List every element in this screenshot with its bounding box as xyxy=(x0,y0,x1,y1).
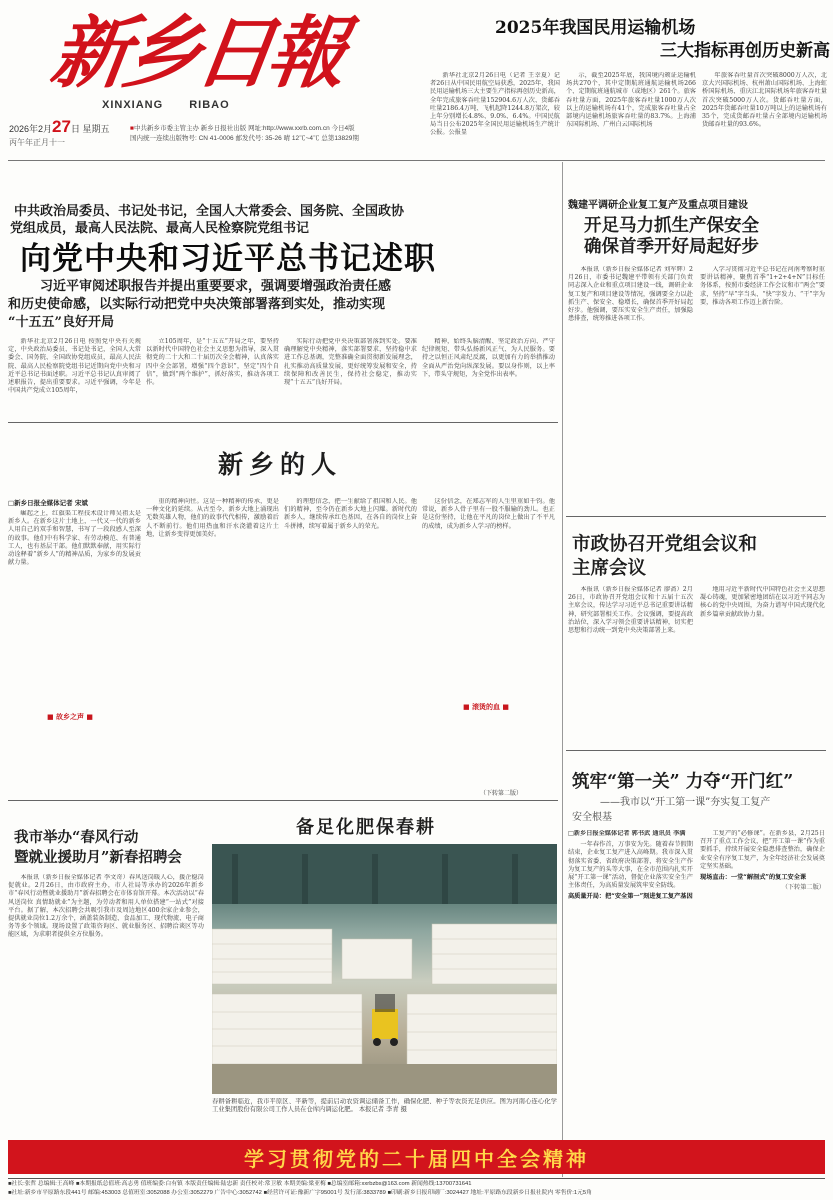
job-fair-headline-1: 我市举办“春风行动 xyxy=(14,829,139,846)
lead-kicker-2: 党组成员，最高人民法院、最高人民检察院党组书记 xyxy=(10,221,310,236)
top-story-headline-1: 2025年我国民用运输机场 xyxy=(495,18,696,38)
masthead-date: 2026年2月27日 星期五 丙午年正月十一 xyxy=(9,117,110,147)
footer-line-1: ■社长:张哲 总编辑:王高峰 ■本期报纸总值班:高志勇 值班编委:白有镇 本版责任编辑:陆忠新 责任校对:常卫敏 本期美编:梁亚梅 ■总编室邮箱:xxrbzbs@163.com 新闻热线:13700731641 xyxy=(8,1181,472,1187)
top-story-col-3: 年旅客吞吐量首次突破8000万人次，北京大兴国际机场、杭州萧山国际机场、上海虹桥国际机场、重庆江北国际机场年旅客吞吐量首次突破5000万人次。货邮吞吐量方面，2025年货邮吞吐量10万吨以上的运输机场有35个，完成货邮吞吐量占全部境内运输机场货邮吞吐量的93.6%。 xyxy=(702,72,827,129)
right1-headline-2: 确保首季开好局起好步 xyxy=(584,237,759,257)
lead-kicker-1: 中共政治局委员、书记处书记，全国人大常委会、国务院、全国政协 xyxy=(14,204,405,219)
job-fair-body: 本报讯（新乡日报全媒体记者 李文奇）春风送岗暖人心，援企稳岗促就业。2月26日，由市政府主办，市人社局等承办的2026年新乡市“春风行动暨就业援助月”新春招聘会在市体育馆开幕。本次活动以“春风送岗位 真情助就业”为主题，为劳动者和用人单位搭建“一站式”对接平台。据了解，本次招聘会共吸引我市及周边地区400余家企业参会，提供就业岗位1.2万余个，涵盖装备制造、食品加工、现代物流、电子商务等多个领域。现场设置了政策咨询区、就业服务区、招聘洽谈区等功能区域，为求职者提供全方位服务。 xyxy=(8,874,204,939)
feature-subhead-1: ■ 故乡之声 ■ xyxy=(46,712,94,721)
right3-subline-1: ——我市以“开工第一课”夯实复工复产 xyxy=(600,797,771,808)
warehouse-graphic xyxy=(212,844,557,1094)
lower-section-rule xyxy=(8,800,558,801)
feature-continue: （下转第二版） xyxy=(480,790,523,797)
feature-col-4: 这份信念，在郑志军的人生里重如千钧。他常说，新乡人骨子里有一股不服输的劲儿。也正是这份坚持，让他在平凡的岗位上做出了不平凡的成绩，成为新乡人学习的榜样。 xyxy=(422,498,555,530)
lead-headline: 向党中央和习近平总书记述职 xyxy=(20,241,436,277)
footer-line-2: ■社址:新乡市平原路东段441号 邮编:453003 总值班室:3052088 办公室:3052279 广告中心:3052742 ■经营许可证:豫新广字95001号 发行部:3833789 ■印刷:新乡日报印刷厂:3024427 地址:平原路东段新乡日报社院内 零售价:1元5角 xyxy=(8,1190,592,1196)
slogan-banner-text: 学习贯彻党的二十届四中全会精神 xyxy=(244,1146,589,1171)
column-divider xyxy=(562,162,563,1177)
feature-col-1: 崛起之上，红旗渠工程技术设计师吴祖太是新乡人。在新乡这片土地上，一代又一代的新乡人用自己的双手和智慧，书写了一段段感人至深的故事。他们中有科学家、有劳动模范、有普通工人，也有基层干部。他们默默奉献，用实际行动诠释着“新乡人”的精神品质，为家乡的发展贡献力量。 xyxy=(8,510,141,567)
right1-kicker: 魏建平调研企业复工复产及重点项目建设 xyxy=(568,200,748,211)
photo-caption: 春耕备耕临近，我市平原区、平新等，提前启动农资调运储备工作，确保化肥、种子等农资充足供应。图为河南心连心化学工业集团股份有限公司工作人员在仓库内调运化肥。 本报记者 李青 摄 xyxy=(212,1098,557,1114)
slogan-banner-box xyxy=(8,1140,825,1174)
lead-subhead-1: 习近平审阅述职报告并提出重要要求，强调要增强政治责任感 xyxy=(40,279,392,294)
right3-headline: 筑牢“第一关” 力夺“开门红” xyxy=(572,772,794,792)
lead-subhead-3: “十五五”良好开局 xyxy=(8,315,114,330)
right2-col-1: 本报讯（新乡日报全媒体记者 廖斋）2月26日，市政协召开党组会议和十五届十五次主席会议，传达学习习近平总书记重要讲话精神，研究部署相关工作。会议强调，要提高政治站位，深入学习领会重要讲话精神，切实把思想和行动统一到党中央决策部署上来。 xyxy=(568,586,693,635)
feature-title: 新乡的人 xyxy=(217,450,342,479)
right1-headline-1: 开足马力抓生产保安全 xyxy=(584,216,759,236)
masthead-pinyin: XINXIANG RIBAO xyxy=(102,99,230,111)
right1-col-1: 本报讯（新乡日报全媒体记者 刘军辉）2月26日，市委书记魏建平带领有关部门负责同志深入企业和重点项目建设一线，调研企业复工复产和项目建设等情况，强调要全力以赴抓生产、保安全、稳增长，确保首季开好局起好步。他强调，要压实安全生产责任，加强隐患排查，统筹推进各项工作。 xyxy=(568,266,693,323)
right1-col-2: 入学习贯彻习近平总书记在河南考察时重要讲话精神，聚焦首季“1+2+4+N”目标任务体系，按照市委经济工作会议和市“两会”要求，坚持“早”字当头、“快”字发力、“干”字为要，推动各项工作迈上新台阶。 xyxy=(700,266,825,306)
right-divider-1 xyxy=(566,516,826,517)
masthead-info: ■中共新乡市委主管主办 新乡日报社出版 网址:http://www.xxrb.com.cn 今日4版 国内统一连续出版物号: CN 41-0006 邮发代号: 35-26 晴 12℃~4℃ 总第13829期 xyxy=(130,125,359,142)
footer-rule xyxy=(8,1178,825,1179)
top-story-col-2: 示，截至2025年底，我国境内颁证运输机场共270个，其中定期航班通航运输机场266个、定期航班通航城市（或地区）261个。旅客吞吐量方面，2025年旅客吞吐量1000万人次以上的运输机场有41个，完成旅客吞吐量占全部境内运输机场旅客吞吐量的83.7%。上海浦东国际机场、广州白云国际机场 xyxy=(566,72,696,129)
feature-col-2: 重的精神向往。这是一种精神的传承，更是一种文化的延续。从古至今，新乡大地上涌现出无数英雄人物，他们的故事代代相传，激励着后人不断前行。他们用热血和汗水浇灌着这片土地，让新乡变得更加美好。 xyxy=(146,498,279,538)
masthead-logo xyxy=(45,4,347,112)
right3-subline-2: 安全根基 xyxy=(572,812,612,823)
lead-col-4: 精神，始终头脑清醒、坚定政治方向、严守纪律规矩、带头弘扬新风正气、为人民服务。要持之以恒正风肃纪反腐，以更加有力的举措推动全面从严治党向纵深发展。要以身作则，以上率下，带头守规矩，为全党作出表率。 xyxy=(422,338,555,378)
right3-col-2: 工复产的“必修课”。在新乡县，2月25日召开了重点工作会议，把“开工第一课”作为重要抓手，持续开展安全隐患排查整治，确保企业安全有序复工复产，为全年经济社会发展奠定坚实基础。 现场直击：一堂“解剖式”的复工安全课 （下转第二版） xyxy=(700,830,825,892)
top-story-headline-2: 三大指标再创历史新高 xyxy=(660,41,830,61)
right2-headline-1: 市政协召开党组会议和 xyxy=(572,534,758,555)
feature-byline: □新乡日报全媒体记者 宋斌 xyxy=(8,499,88,507)
right2-headline-2: 主席会议 xyxy=(572,558,647,579)
photo-title: 备足化肥保春耕 xyxy=(296,817,436,838)
job-fair-headline-2: 暨就业援助月”新春招聘会 xyxy=(14,849,182,866)
masthead-title: 新乡日報 xyxy=(45,8,347,99)
feature-subhead-2: ■ 滚烫的血 ■ xyxy=(462,702,510,711)
right-divider-2 xyxy=(566,750,826,751)
fertilizer-photo xyxy=(212,844,557,1094)
lead-col-3: 实际行动把党中央决策部署落到实处。要准确理解党中央精神，落实部署要求，坚持稳中求进工作总基调，完整准确全面贯彻新发展理念，扎实推动高质量发展，更好统筹发展和安全，持续保障和改善民生，保持社会稳定，推动实现“十五五”良好开局。 xyxy=(284,338,417,387)
feature-top-rule xyxy=(8,422,558,423)
masthead-divider xyxy=(8,160,825,161)
feature-col-3: 的理想信念，把一生献给了祖国和人民。他们的精神，至今仍在新乡大地上闪耀。新时代的新乡人，继续传承红色基因，在各自的岗位上奋斗拼搏，续写着属于新乡人的荣光。 xyxy=(284,498,417,530)
lead-subhead-2: 和历史使命感，以实际行动把党中央决策部署落到实处，推动实现 xyxy=(8,297,386,312)
right2-col-2: 地用习近平新时代中国特色社会主义思想凝心铸魂，更加紧密地团结在以习近平同志为核心的党中央周围，为奋力谱写中国式现代化新乡篇章贡献政协力量。 xyxy=(700,586,825,618)
lead-col-2: 立105周年，是“十五五”开局之年，要坚持以新时代中国特色社会主义思想为指导，深入贯彻党的二十大和二十届历次全会精神，认真落实四中全会部署，增强“四个意识”，坚定“四个自信”，做到“两个维护”，抓好落实，推动各项工作。 xyxy=(146,338,279,387)
lead-col-1: 新华社北京2月26日电 按照党中央有关规定，中央政治局委员、书记处书记，全国人大常委会、国务院、全国政协党组成员，最高人民法院、最高人民检察院党组书记近期向党中央和习近平总书记书面述职。习近平总书记认真审阅了述职报告，提出重要要求。习近平强调，今年是中国共产党成立105周年， xyxy=(8,338,141,395)
right3-col-1: □新乡日报全媒体记者 郭书武 通讯员 李满 一年春作首，万事安为先。随着春节假期结束，企业复工复产进入高峰期。我市深入贯彻落实省委、省政府决策部署，将安全生产作为复工复产的头等大事，在全市范围内扎实开展“开工第一课”活动，督促企业落实安全生产主体责任，为高质量发展筑牢安全防线。 高质量开局：把“安全第一”刻进复工复产基因 xyxy=(568,830,693,901)
top-story-col-1: 新华社北京2月26日电（记者 王幸夏）记者26日从中国民用航空局获悉，2025年，我国民用运输机场三大主要生产指标再创历史新高，全年完成旅客吞吐量152904.6万人次、货邮吞吐量2186.4万吨、飞机起降1244.8万架次，较上年分别增长4.8%、9.0%、6.4%。中国民航局当日公布2025年全国民用运输机场生产统计公报。公报显 xyxy=(430,72,560,137)
